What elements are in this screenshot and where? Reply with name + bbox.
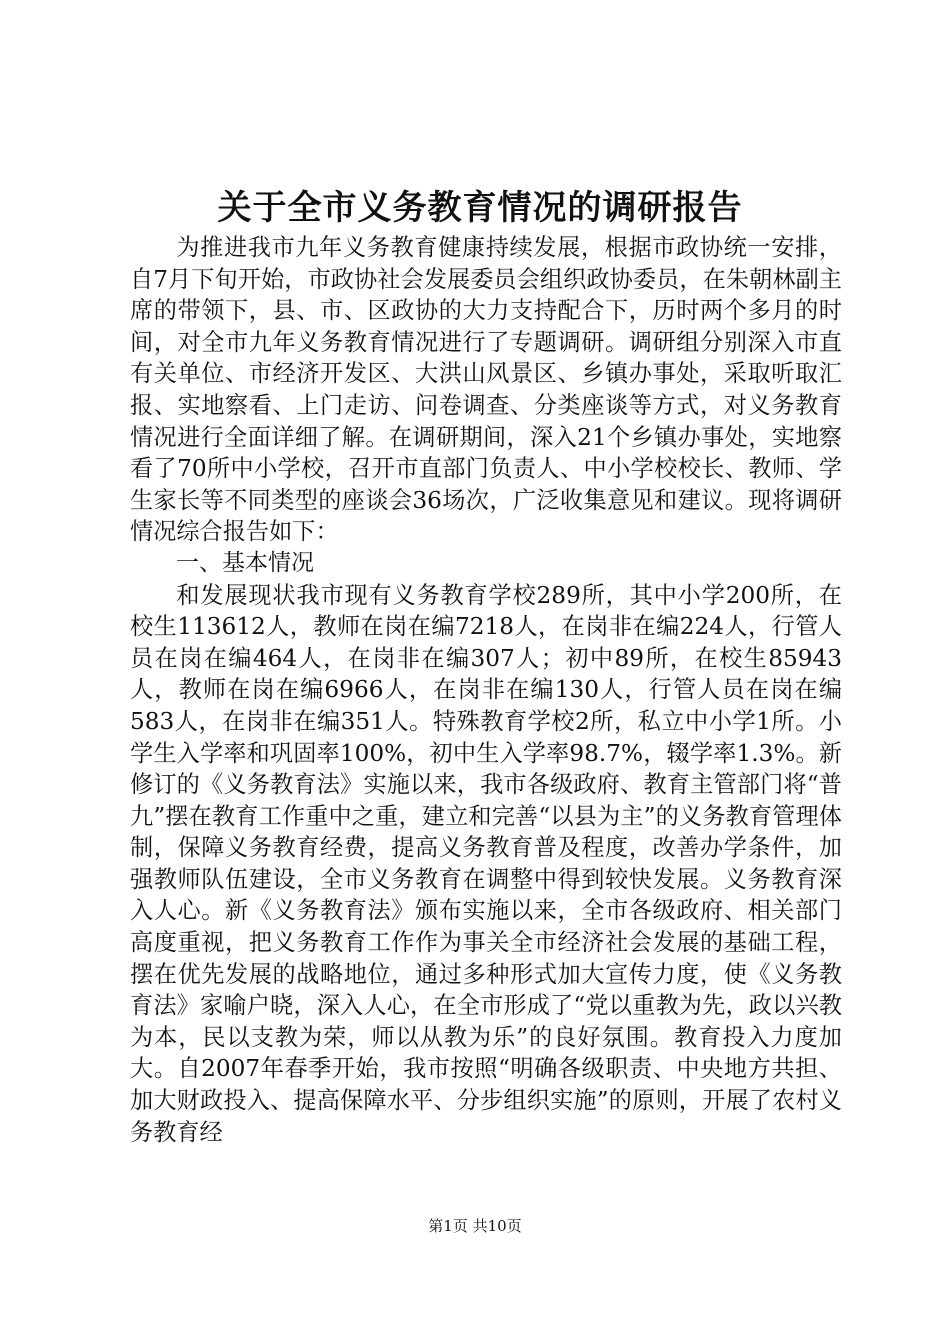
document-title: 关于全市义务教育情况的调研报告 [217,188,743,228]
document-body [130,232,842,1148]
intro-paragraph: 为推进我市九年义务教育健康持续发展，根据市政协统一安排，自7月下旬开始，市政协社会发展委员会组织政协委员，在朱朝林副主席的带领下，县、市、区政协的大力支持配合下，历时两个多月的时间，对全市九年义务教育情况进行了专题调研。调研组分别深入市直有关单位、市经济开发区、大洪山风景区、乡镇办事处，采取听取汇报、实地察看、上门走访、问卷调查、分类座谈等方式，对义务教育情况进行全面详细了解。在调研期间，深入21个乡镇办事处，实地察看了70所中小学校，召开市直部门负责人、中小学校校长、教师、学生家长等不同类型的座谈会36场次，广泛收集意见和建议。现将调研情况综合报告如下： [130,234,842,546]
section-paragraph: 和发展现状我市现有义务教育学校289所，其中小学200所，在校生113612人，教师在岗在编7218人，在岗非在编224人，行管人员在岗在编464人，在岗非在编307人；初中89所，在校生85943人，教师在岗在编6966人，在岗非在编130人，行管人员在岗在编583人，在岗非在编351人。特殊教育学校2所，私立中小学1所。小学生入学率和巩固率100%，初中生入学率98.7%，辍学率1.3%。新修订的《义务教育法》实施以来，我市各级政府、教育主管部门将“普九”摆在教育工作重中之重，建立和完善“以县为主”的义务教育管理体制，保障义务教育经费，提高义务教育普及程度，改善办学条件，加强教师队伍建设，全市义务教育在调整中得到较快发展。义务教育深入人心。新《义务教育法》颁布实施以来，全市各级政府、相关部门高度重视，把义务教育工作作为事关全市经济社会发展的基础工程，摆在优先发展的战略地位，通过多种形式加大宣传力度，使《义务教育法》家喻户晓，深入人心，在全市形成了“党以重教为先，政以兴教为本，民以支教为荣，师以从教为乐”的良好氛围。教育投入力度加大。自2007年春季开始，我市按照“明确各级职责、中央地方共担、加大财政投入、提高保障水平、分步组织实施”的原则，开展了农村义务教育经 [130,581,842,1146]
page-footer: 第1页 共10页 [428,1217,522,1235]
section-heading: 一、基本情况 [176,549,314,576]
